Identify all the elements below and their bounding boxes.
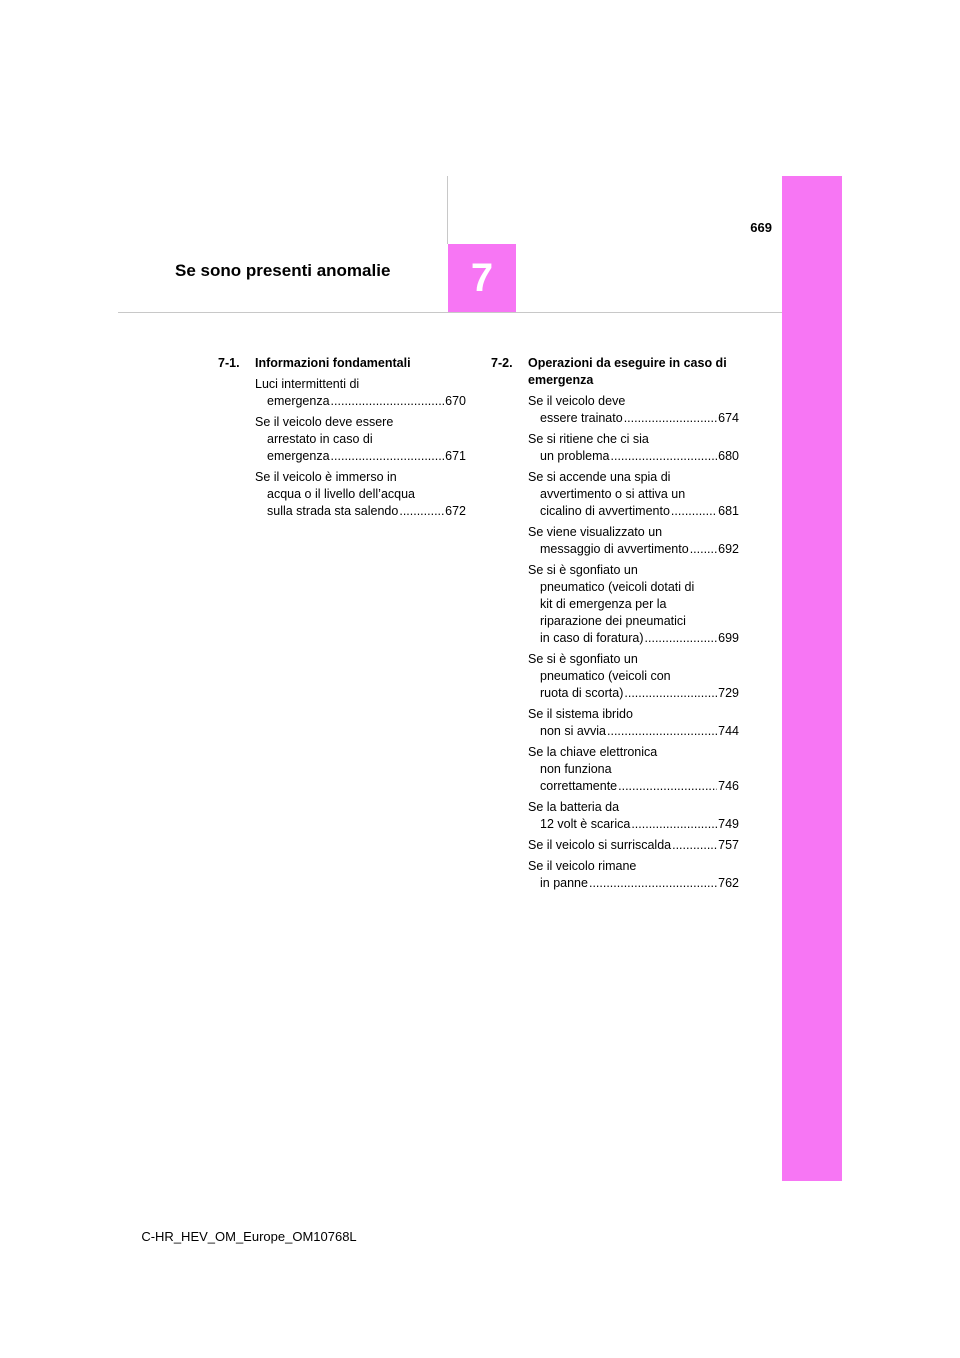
toc-entry[interactable]	[528, 393, 739, 427]
toc-entry-text: Se si è sgonfiato un	[528, 652, 638, 666]
chapter-side-tab	[782, 176, 842, 1181]
toc-entry-line	[255, 431, 466, 448]
toc-column-left	[218, 355, 466, 524]
toc-page-number[interactable]: 674	[718, 411, 739, 425]
toc-entry-text: Luci intermittenti di	[255, 377, 360, 391]
toc-entry-text: acqua o il livello dell’acqua	[267, 487, 416, 501]
toc-entry-line	[528, 410, 739, 427]
chapter-number-box	[448, 244, 516, 312]
toc-entry-text: Se la batteria da	[528, 800, 620, 814]
toc-entry-text: non funziona	[540, 762, 612, 776]
header-horizontal-rule	[118, 312, 782, 313]
toc-entry-line	[528, 562, 739, 579]
dot-leader	[690, 541, 717, 558]
toc-entry-line	[528, 431, 739, 448]
dot-leader	[624, 685, 717, 702]
toc-entry[interactable]	[528, 651, 739, 702]
toc-column-right	[491, 355, 739, 896]
toc-entry-text: Se si ritiene che ci sia	[528, 432, 649, 446]
section-number: 7-1.	[218, 356, 240, 370]
toc-entry-text: arrestato in caso di	[267, 432, 373, 446]
toc-entry-line	[528, 524, 739, 541]
toc-entry-text: kit di emergenza per la	[540, 597, 667, 611]
toc-entry-text: Se si è sgonfiato un	[528, 563, 638, 577]
section-title: Informazioni fondamentali	[255, 356, 411, 370]
toc-entry[interactable]	[528, 562, 739, 647]
section-heading	[491, 355, 739, 389]
toc-entry-text: 12 volt è scarica	[540, 817, 631, 831]
toc-entry[interactable]	[255, 469, 466, 520]
dot-leader	[645, 630, 718, 647]
toc-entry-line	[528, 778, 739, 795]
toc-entry-line	[528, 541, 739, 558]
toc-entry-line	[255, 393, 466, 410]
toc-entry-text: Se viene visualizzato un	[528, 525, 663, 539]
toc-entry-line	[255, 376, 466, 393]
toc-entry[interactable]	[528, 431, 739, 465]
chapter-number: 7	[470, 255, 494, 300]
toc-entry-line	[528, 596, 739, 613]
toc-entry[interactable]	[528, 469, 739, 520]
toc-entry-text: essere trainato	[540, 411, 623, 425]
toc-entry[interactable]	[528, 524, 739, 558]
dot-leader	[624, 410, 717, 427]
toc-entry-text: Se il sistema ibrido	[528, 707, 633, 721]
toc-entry-text: Se il veicolo rimane	[528, 859, 637, 873]
toc-entry-text: un problema	[540, 449, 610, 463]
toc-entry-line	[528, 744, 739, 761]
toc-entry-line	[528, 799, 739, 816]
toc-entry-line	[255, 448, 466, 465]
toc-entry-text: messaggio di avvertimento	[540, 542, 689, 556]
toc-entry-text: pneumatico (veicoli con	[540, 669, 671, 683]
toc-entry-line	[255, 469, 466, 486]
toc-page-number[interactable]: 670	[445, 394, 466, 408]
toc-entry-line	[255, 414, 466, 431]
toc-entry-line	[528, 651, 739, 668]
toc-entry-text: Se il veicolo è immerso in	[255, 470, 397, 484]
toc-entry-text: emergenza	[267, 394, 330, 408]
dot-leader	[331, 448, 445, 465]
toc-entry[interactable]	[528, 799, 739, 833]
chapter-title: Se sono presenti anomalie	[175, 261, 391, 280]
dot-leader	[399, 503, 444, 520]
dot-leader	[611, 448, 718, 465]
toc-page-number[interactable]: 671	[445, 449, 466, 463]
dot-leader	[618, 778, 717, 795]
dot-leader	[671, 503, 717, 520]
toc-page-number[interactable]: 749	[718, 817, 739, 831]
toc-entry-line	[528, 816, 739, 833]
toc-entry-text: Se si accende una spia di	[528, 470, 671, 484]
toc-page-number[interactable]: 757	[718, 838, 739, 852]
dot-leader	[331, 393, 445, 410]
toc-entry-text: emergenza	[267, 449, 330, 463]
toc-page-number[interactable]: 681	[718, 504, 739, 518]
toc-entry-line	[528, 858, 739, 875]
toc-entry-line	[528, 723, 739, 740]
toc-entry-line	[528, 875, 739, 892]
toc-entry-line	[528, 503, 739, 520]
toc-page-number[interactable]: 692	[718, 542, 739, 556]
toc-entry-line	[528, 579, 739, 596]
toc-entry-text: avvertimento o si attiva un	[540, 487, 686, 501]
toc-entry-line	[255, 486, 466, 503]
toc-entry-text: correttamente	[540, 779, 618, 793]
toc-entry-text: non si avvia	[540, 724, 607, 738]
toc-entry-text: pneumatico (veicoli dotati di	[540, 580, 695, 594]
toc-entry-line	[528, 668, 739, 685]
toc-entry-line	[528, 837, 739, 854]
toc-entry[interactable]	[528, 744, 739, 795]
toc-entry-line	[528, 685, 739, 702]
toc-entry-line	[528, 469, 739, 486]
toc-entry[interactable]	[528, 858, 739, 892]
toc-page-number[interactable]: 762	[718, 876, 739, 890]
section-heading	[218, 355, 466, 372]
toc-entry-text: Se il veicolo deve essere	[255, 415, 394, 429]
toc-entry-text: cicalino di avvertimento	[540, 504, 670, 518]
toc-entry-text: in caso di foratura)	[540, 631, 644, 645]
toc-entry-text: riparazione dei pneumatici	[540, 614, 686, 628]
toc-entry-line	[528, 448, 739, 465]
toc-entry[interactable]	[528, 706, 739, 740]
dot-leader	[631, 816, 717, 833]
toc-entry-line	[528, 706, 739, 723]
page-number: 669	[750, 220, 772, 235]
toc-page-number[interactable]: 699	[718, 631, 739, 645]
dot-leader	[672, 837, 717, 854]
toc-entry-line	[528, 393, 739, 410]
toc-entry-line	[528, 630, 739, 647]
toc-entry-text: Se la chiave elettronica	[528, 745, 658, 759]
toc-entry-line	[255, 503, 466, 520]
toc-entry-text: ruota di scorta)	[540, 686, 624, 700]
toc-entry-line	[528, 761, 739, 778]
dot-leader	[589, 875, 717, 892]
toc-entry-text: Se il veicolo si surriscalda	[528, 838, 672, 852]
toc-entry-line	[528, 486, 739, 503]
toc-page-number[interactable]: 729	[718, 686, 739, 700]
header-vertical-rule	[447, 176, 448, 244]
dot-leader	[607, 723, 717, 740]
toc-entry[interactable]	[255, 414, 466, 465]
toc-page-number[interactable]: 746	[718, 779, 739, 793]
section-title: Operazioni da eseguire in caso di emergenza	[528, 356, 727, 387]
toc-page-number[interactable]: 672	[445, 504, 466, 518]
toc-entry-text: in panne	[540, 876, 588, 890]
toc-entry-line	[528, 613, 739, 630]
toc-entry[interactable]	[255, 376, 466, 410]
toc-page-number[interactable]: 744	[718, 724, 739, 738]
toc-entry-text: Se il veicolo deve	[528, 394, 626, 408]
document-footer: C-HR_HEV_OM_Europe_OM10768L	[141, 1229, 357, 1244]
toc-entry[interactable]	[528, 837, 739, 854]
toc-entry-text: sulla strada sta salendo	[267, 504, 399, 518]
section-number: 7-2.	[491, 356, 513, 370]
toc-page-number[interactable]: 680	[718, 449, 739, 463]
